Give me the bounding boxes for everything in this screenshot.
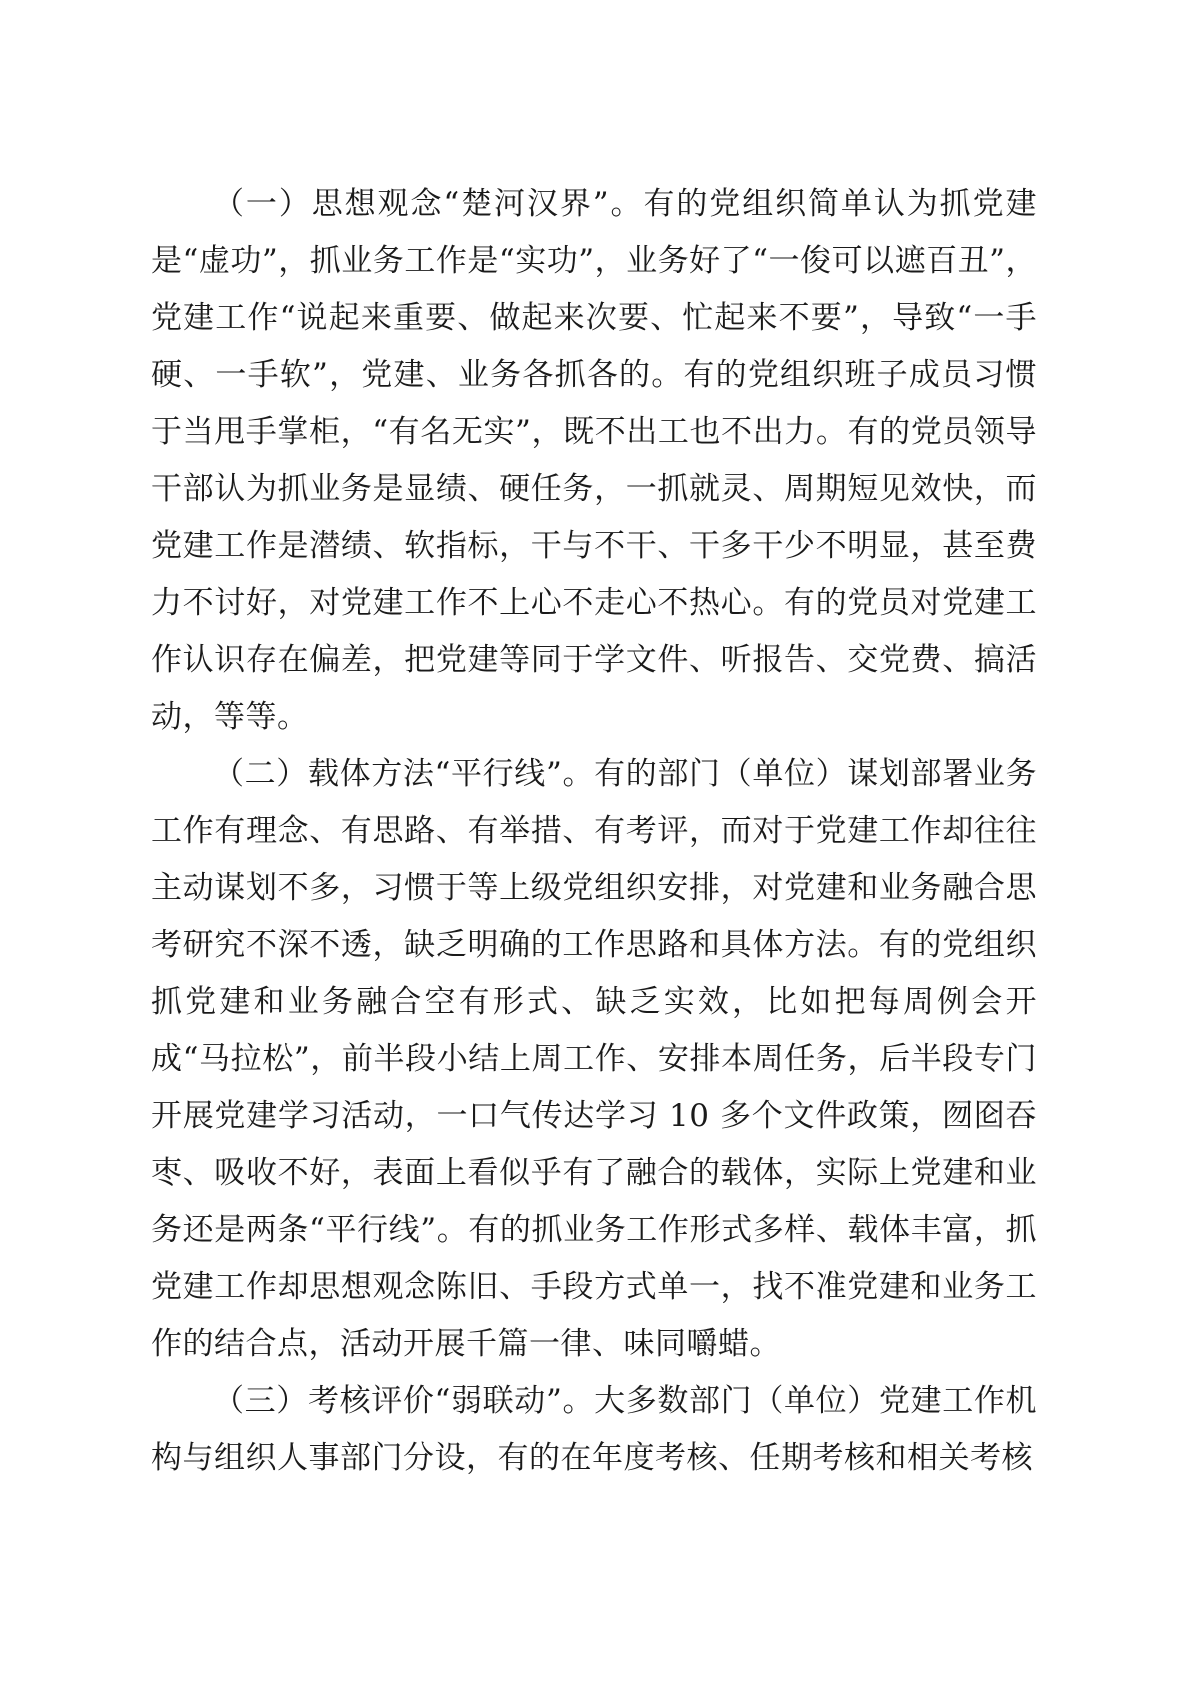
paragraph-carrier-method: （二）载体方法“平行线”。有的部门（单位）谋划部署业务工作有理念、有思路、有举措、有考评，而对于党建工作却往往主动谋划不多，习惯于等上级党组织安排，对党建和业务融合思考研究不深不透，缺乏明确的工作思路和具体方法。有的党组织抓党建和业务融合空有形式、缺乏实效，比如把每周例会开成“马拉松”，前半段小结上周工作、安排本周任务，后半段专门开展党建学习活动，一口气传达学习 10 多个文件政策，囫囵吞枣、吸收不好，表面上看似乎有了融合的载体，实际上党建和业务还是两条“平行线”。有的抓业务工作形式多样、载体丰富，抓党建工作却思想观念陈旧、手段方式单一，找不准党建和业务工作的结合点，活动开展千篇一律、味同嚼蜡。 [151, 756, 1037, 1362]
document-body [151, 176, 1037, 1487]
paragraph-assessment: （三）考核评价“弱联动”。大多数部门（单位）党建工作机构与组织人事部门分设，有的在年度考核、任期考核和相关考核 [151, 1383, 1037, 1476]
paragraph-thinking-concept: （一）思想观念“楚河汉界”。有的党组织简单认为抓党建是“虚功”，抓业务工作是“实功”，业务好了“一俊可以遮百丑”，党建工作“说起来重要、做起来次要、忙起来不要”，导致“一手硬、一手软”，党建、业务各抓各的。有的党组织班子成员习惯于当甩手掌柜，“有名无实”，既不出工也不出力。有的党员领导干部认为抓业务是显绩、硬任务，一抓就灵、周期短见效快，而党建工作是潜绩、软指标，干与不干、干多干少不明显，甚至费力不讨好，对党建工作不上心不走心不热心。有的党员对党建工作认识存在偏差，把党建等同于学文件、听报告、交党费、搞活动，等等。 [151, 186, 1037, 735]
